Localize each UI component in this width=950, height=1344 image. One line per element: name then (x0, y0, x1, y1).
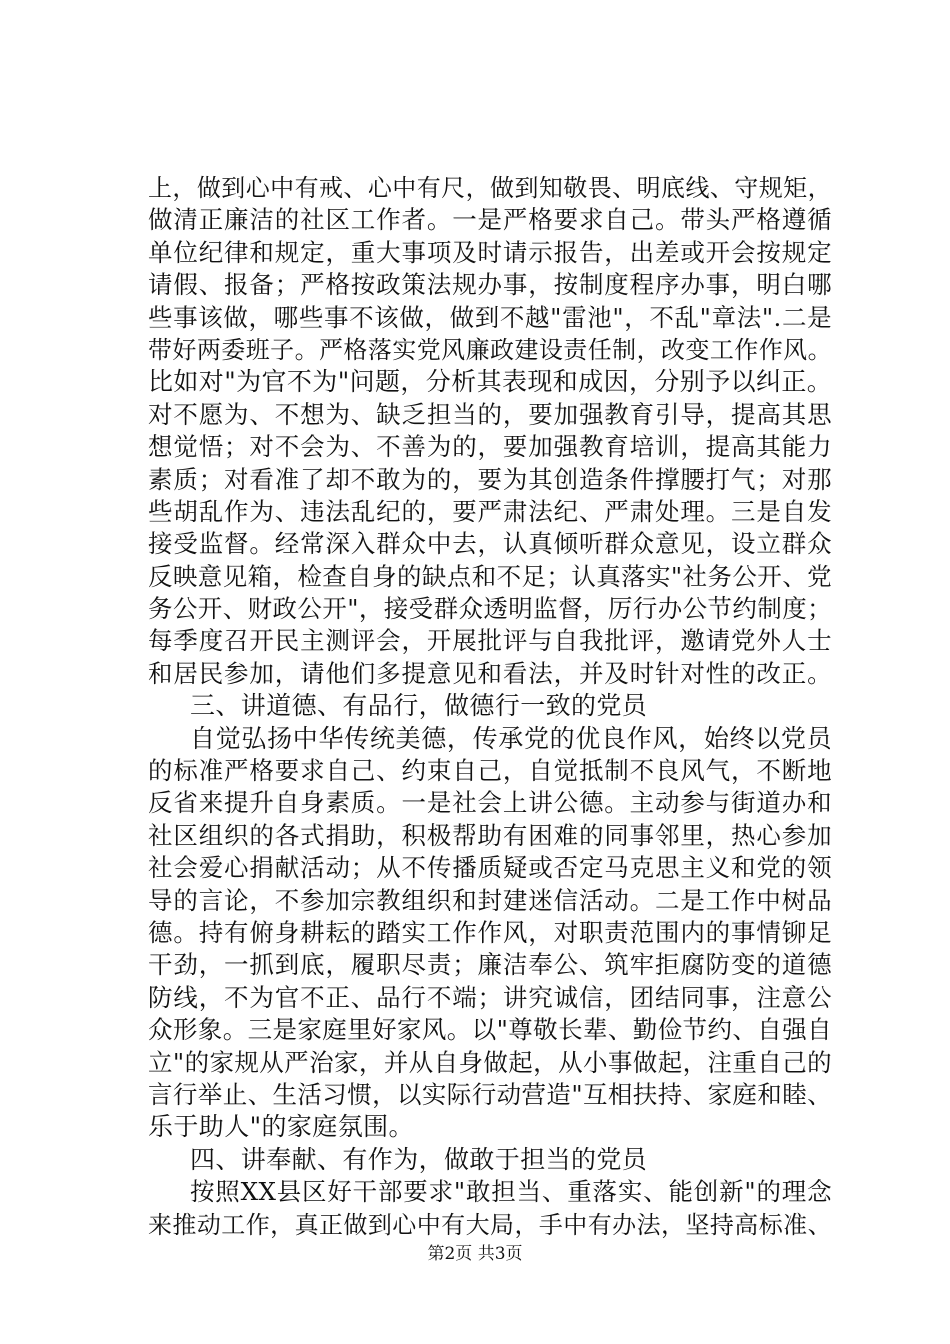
text-line: 务公开、财政公开"，接受群众透明监督，厉行办公节约制度； (148, 594, 832, 624)
section-heading: 四、讲奉献、有作为，做敢于担当的党员 (190, 1144, 648, 1174)
text-line: 导的言论，不参加宗教组织和封建迷信活动。二是工作中树品 (148, 885, 832, 915)
text-line: 每季度召开民主测评会，开展批评与自我批评，邀请党外人士 (148, 626, 832, 656)
text-line: 素质；对看准了却不敢为的，要为其创造条件撑腰打气；对那 (148, 464, 832, 494)
text-line: 众形象。三是家庭里好家风。以"尊敬长辈、勤俭节约、自强自 (148, 1015, 832, 1045)
section-heading: 三、讲道德、有品行，做德行一致的党员 (190, 691, 648, 721)
text-line: 接受监督。经常深入群众中去，认真倾听群众意见，设立群众 (148, 529, 832, 559)
text-line: 自觉弘扬中华传统美德，传承党的优良作风，始终以党员 (190, 723, 832, 753)
text-line: 社会爱心捐献活动；从不传播质疑或否定马克思主义和党的领 (148, 853, 832, 883)
text-line: 防线，不为官不正、品行不端；讲究诚信，团结同事，注意公 (148, 982, 832, 1012)
text-line: 单位纪律和规定，重大事项及时请示报告，出差或开会按规定 (148, 237, 832, 267)
text-line: 些胡乱作为、违法乱纪的，要严肃法纪、严肃处理。三是自发 (148, 496, 832, 526)
text-line: 反省来提升自身素质。一是社会上讲公德。主动参与街道办和 (148, 788, 832, 818)
text-line: 来推动工作，真正做到心中有大局，手中有办法，坚持高标准、 (148, 1210, 832, 1239)
text-line: 和居民参加，请他们多提意见和看法，并及时针对性的改正。 (148, 658, 832, 688)
text-line: 做清正廉洁的社区工作者。一是严格要求自己。带头严格遵循 (148, 205, 832, 235)
page-footer: 第2页 共3页 (427, 1244, 523, 1264)
text-line: 上，做到心中有戒、心中有尺，做到知敬畏、明底线、守规矩， (148, 174, 832, 202)
text-line: 按照XX县区好干部要求"敢担当、重落实、能创新"的理念 (190, 1177, 832, 1207)
text-line: 言行举止、生活习惯，以实际行动营造"互相扶持、家庭和睦、 (148, 1079, 832, 1109)
text-line: 立"的家规从严治家，并从自身做起，从小事做起，注重自己的 (148, 1047, 832, 1077)
text-line: 想觉悟；对不会为、不善为的，要加强教育培训，提高其能力 (148, 432, 832, 462)
text-line: 社区组织的各式捐助，积极帮助有困难的同事邻里，热心参加 (148, 820, 832, 850)
text-line: 的标准严格要求自己、约束自己，自觉抵制不良风气，不断地 (148, 756, 832, 786)
document-body (148, 172, 832, 1241)
text-line: 带好两委班子。严格落实党风廉政建设责任制，改变工作作风。 (148, 335, 832, 364)
text-line: 请假、报备；严格按政策法规办事，按制度程序办事，明白哪 (148, 270, 832, 300)
text-line: 些事该做，哪些事不该做，做到不越"雷池"，不乱"章法".二是 (148, 302, 832, 332)
text-line: 乐于助人"的家庭氛围。 (148, 1112, 414, 1142)
text-line: 比如对"为官不为"问题，分析其表现和成因，分别予以纠正。 (148, 367, 833, 397)
text-line: 德。持有俯身耕耘的踏实工作作风，对职责范围内的事情铆足 (148, 917, 832, 947)
text-line: 对不愿为、不想为、缺乏担当的，要加强教育引导，提高其思 (148, 399, 832, 429)
text-line: 反映意见箱，检查自身的缺点和不足；认真落实"社务公开、党 (148, 561, 832, 591)
text-line: 干劲，一抓到底，履职尽责；廉洁奉公、筑牢拒腐防变的道德 (148, 950, 832, 980)
